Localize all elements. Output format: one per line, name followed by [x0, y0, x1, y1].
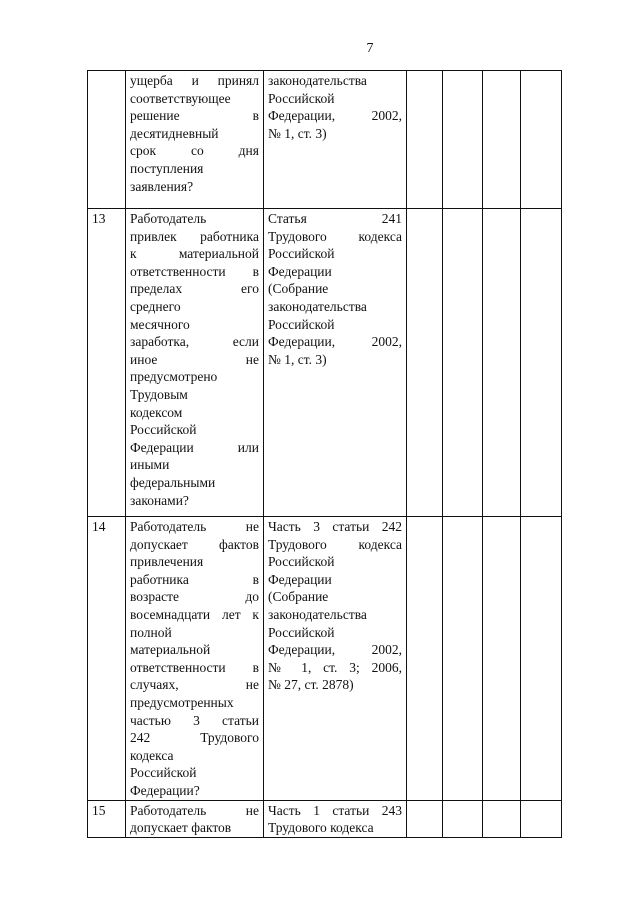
- table-row: [88, 71, 562, 209]
- table-row: [88, 517, 562, 801]
- cell-text-line: законами?: [130, 492, 189, 508]
- cell-text-line: № 1, ст. 3; 2006,: [268, 659, 402, 675]
- cell-text-line: заработка, если: [130, 334, 259, 350]
- cell-text-line: пределах его: [130, 281, 259, 297]
- answer-not-applicable-cell: [483, 517, 521, 801]
- cell-text-line: Федерации: [268, 263, 332, 279]
- cell-text-line: 242 Трудового: [130, 730, 259, 746]
- cell-text-line: Федерации, 2002,: [268, 108, 402, 124]
- legal-reference-cell: [264, 517, 407, 801]
- cell-text-line: полной: [130, 624, 172, 640]
- row-number-cell: 13: [88, 209, 126, 517]
- cell-text-line: федеральными: [130, 474, 216, 490]
- cell-text-line: (Собрание: [268, 589, 329, 605]
- legal-reference-cell: [264, 209, 407, 517]
- answer-no-cell: [443, 517, 483, 801]
- cell-text-line: Работодатель не: [130, 802, 259, 818]
- cell-text-line: решение в: [130, 108, 259, 124]
- answer-yes-cell: [407, 800, 443, 837]
- cell-text-line: Работодатель не: [130, 519, 259, 534]
- cell-text-line: Федерации, 2002,: [268, 642, 402, 658]
- cell-text-line: ответственности в: [130, 659, 259, 675]
- cell-text-line: срок со дня: [130, 143, 259, 159]
- cell-text-line: (Собрание: [268, 281, 329, 297]
- cell-text-line: Статья 241: [268, 211, 402, 226]
- cell-text-line: заявления?: [130, 178, 194, 194]
- legal-reference-cell: [264, 800, 407, 837]
- cell-text-line: соответствующее: [130, 90, 231, 106]
- answer-yes-cell: [407, 71, 443, 209]
- cell-text-line: Трудового кодекса: [268, 228, 402, 244]
- question-cell: [126, 209, 264, 517]
- table-row: [88, 209, 562, 517]
- checklist-table: [87, 70, 562, 838]
- answer-yes-cell: [407, 517, 443, 801]
- answer-yes-cell: [407, 209, 443, 517]
- cell-text-line: частью 3 статьи: [130, 712, 259, 728]
- cell-text-line: Российской: [268, 90, 335, 106]
- cell-text-line: Часть 1 статьи 243: [268, 802, 402, 818]
- cell-text-line: Трудовым: [130, 386, 188, 402]
- cell-text-line: Федерации, 2002,: [268, 334, 402, 350]
- notes-cell: [521, 209, 562, 517]
- cell-text-line: Российской: [268, 316, 335, 332]
- cell-text-line: кодекса: [130, 747, 174, 763]
- cell-text-line: предусмотрено: [130, 369, 218, 385]
- cell-text-line: ущерба и принял: [130, 73, 259, 88]
- answer-no-cell: [443, 800, 483, 837]
- cell-text-line: привлек работника: [130, 228, 259, 244]
- row-number-cell: 15: [88, 800, 126, 837]
- table-row: [88, 800, 562, 837]
- cell-text-line: Федерации: [268, 571, 332, 587]
- cell-text-line: № 27, ст. 2878): [268, 677, 354, 693]
- cell-text-line: допускает фактов: [130, 536, 259, 552]
- notes-cell: [521, 517, 562, 801]
- cell-text-line: Российской: [268, 624, 335, 640]
- cell-text-line: Российской: [268, 554, 335, 570]
- cell-text-line: иными: [130, 457, 170, 473]
- notes-cell: [521, 71, 562, 209]
- question-cell: [126, 71, 264, 209]
- answer-no-cell: [443, 209, 483, 517]
- cell-text-line: Российской: [130, 765, 197, 781]
- cell-text-line: Российской: [268, 246, 335, 262]
- cell-text-line: законодательства: [268, 73, 367, 88]
- answer-not-applicable-cell: [483, 71, 521, 209]
- cell-text-line: кодексом: [130, 404, 183, 420]
- question-cell: [126, 800, 264, 837]
- cell-text-line: среднего: [130, 298, 181, 314]
- cell-text-line: Российской: [130, 422, 197, 438]
- cell-text-line: предусмотренных: [130, 694, 234, 710]
- cell-text-line: Федерации?: [130, 782, 200, 798]
- cell-text-line: материальной: [130, 642, 211, 658]
- cell-text-line: законодательства: [268, 606, 367, 622]
- cell-text-line: к материальной: [130, 246, 259, 262]
- cell-text-line: возрасте до: [130, 589, 259, 605]
- page-number: 7: [366, 41, 374, 56]
- cell-text-line: Трудового кодекса: [268, 536, 402, 552]
- cell-text-line: поступления: [130, 160, 204, 176]
- cell-text-line: Часть 3 статьи 242: [268, 519, 402, 534]
- cell-text-line: работника в: [130, 571, 259, 587]
- row-number-cell: [88, 71, 126, 209]
- answer-not-applicable-cell: [483, 800, 521, 837]
- cell-text-line: иное не: [130, 351, 259, 367]
- cell-text-line: Работодатель: [130, 211, 207, 226]
- answer-no-cell: [443, 71, 483, 209]
- cell-text-line: восемнадцати лет к: [130, 606, 259, 622]
- answer-not-applicable-cell: [483, 209, 521, 517]
- row-number-cell: 14: [88, 517, 126, 801]
- legal-reference-cell: [264, 71, 407, 209]
- cell-text-line: № 1, ст. 3): [268, 125, 327, 141]
- cell-text-line: № 1, ст. 3): [268, 351, 327, 367]
- cell-text-line: привлечения: [130, 554, 204, 570]
- question-cell: [126, 517, 264, 801]
- cell-text-line: Трудового кодекса: [268, 820, 374, 836]
- cell-text-line: Федерации или: [130, 439, 259, 455]
- notes-cell: [521, 800, 562, 837]
- cell-text-line: десятидневный: [130, 125, 219, 141]
- cell-text-line: месячного: [130, 316, 190, 332]
- cell-text-line: законодательства: [268, 298, 367, 314]
- cell-text-line: допускает фактов: [130, 820, 232, 836]
- cell-text-line: случаях, не: [130, 677, 259, 693]
- cell-text-line: ответственности в: [130, 263, 259, 279]
